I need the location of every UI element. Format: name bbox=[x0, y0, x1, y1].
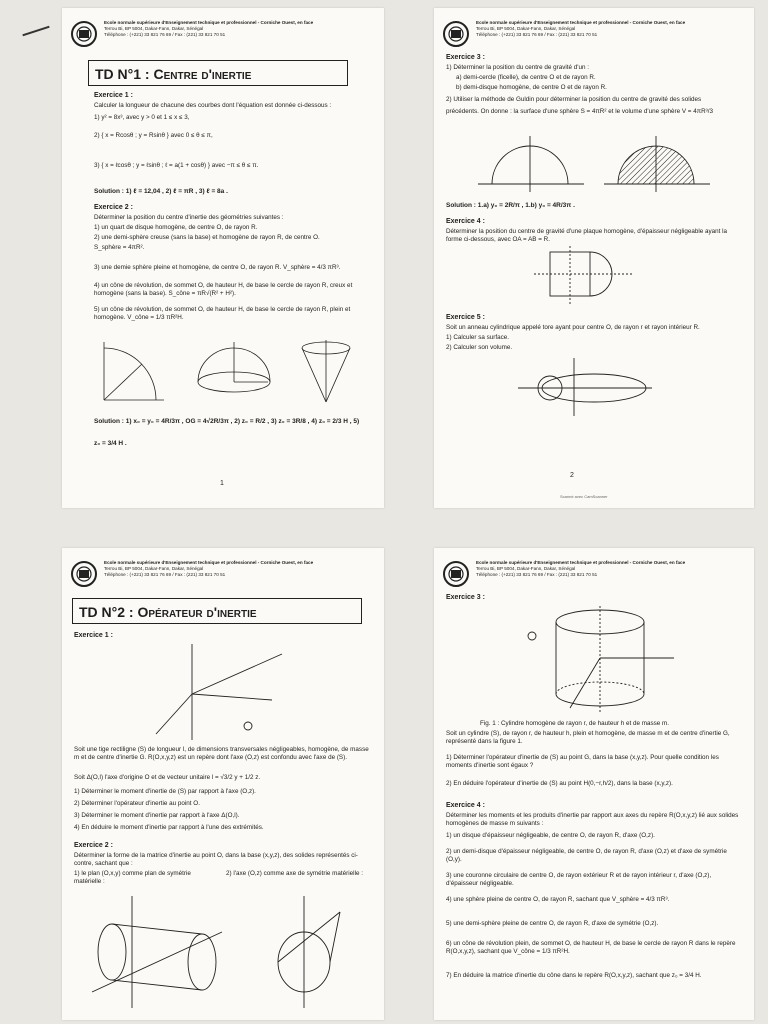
p2-ex4-text: Déterminer la position du centre de gravité d'une plaque homogène, d'épaisseur négligeable ayant la forme ci-dessous, avec OA = AB = R. bbox=[446, 228, 728, 243]
school-phone: Téléphone : (+221) 33 821 76 69 / Fax : (221) 33 821 70 51 bbox=[476, 32, 598, 37]
p3-ex1-q2: 2) Déterminer l'opérateur d'inertie au point O. bbox=[74, 800, 200, 807]
page-td1-part2 bbox=[434, 8, 754, 508]
school-phone: Téléphone : (+221) 33 821 76 69 / Fax : (221) 33 821 70 51 bbox=[104, 32, 226, 37]
school-header-3 bbox=[70, 556, 378, 594]
ex2-solution-2: z₀ = 3/4 H . bbox=[94, 440, 127, 447]
ex2-solution: Solution : 1) x₀ = y₀ = 4R/3π , OG = 4√2R/3π , 2) z₀ = R/2 , 3) z₀ = 3R/8 , 4) z₀ = 2/3 H , 5) bbox=[94, 418, 360, 425]
p4-ex4-item1: 1) un disque d'épaisseur négligeable, de centre O, de rayon R, d'axe (O,z). bbox=[446, 832, 655, 839]
ex2-figures bbox=[94, 338, 364, 408]
school-header-2 bbox=[442, 16, 748, 54]
ex2-heading: Exercice 2 : bbox=[94, 204, 133, 211]
p3-ex1-heading: Exercice 1 : bbox=[74, 632, 113, 639]
p2-ex5-item1: 1) Calculer sa surface. bbox=[446, 334, 509, 341]
p2-ex5-heading: Exercice 5 : bbox=[446, 314, 485, 321]
p4-ex4-item3: 3) une couronne circulaire de centre O, de rayon extérieur R et de rayon intérieur r, d'axe (O,z), d'épaisseur négligeable. bbox=[446, 872, 712, 887]
p4-ex3-q1: 1) Déterminer l'opérateur d'inertie de (S) au point G, dans la base (x,y,z). Pour quelle condition les moments d'inertie sont égaux ? bbox=[446, 754, 719, 769]
p2-ex4-heading: Exercice 4 : bbox=[446, 218, 485, 225]
ex1-intro: Calculer la longueur de chacune des courbes dont l'équation est donnée ci-dessous : bbox=[94, 102, 332, 109]
ex2-item4: 4) un cône de révolution, de sommet O, de hauteur H, de base le cercle de rayon R, creux et homogène (sans la base). S_cône = πR√(R² + H²). bbox=[94, 282, 353, 297]
school-header-4 bbox=[442, 556, 748, 594]
p3-ex1-q3: 3) Déterminer le moment d'inertie par rapport à l'axe Δ(O,l). bbox=[74, 812, 240, 819]
p3-ex1-q1: 1) Déterminer le moment d'inertie de (S) par rapport à l'axe (O,z). bbox=[74, 788, 256, 795]
plate-figure bbox=[530, 246, 640, 306]
school-name: Ecole normale supérieure d'Enseignement technique et professionnel - Corniche Ouest, en face bbox=[476, 560, 686, 565]
school-name: Ecole normale supérieure d'Enseignement technique et professionnel - Corniche Ouest, en face bbox=[476, 20, 686, 25]
school-logo-icon bbox=[70, 560, 98, 588]
td1-title: TD N°1 : Centre d'inertie bbox=[88, 60, 348, 86]
school-phone: Téléphone : (+221) 33 821 76 69 / Fax : (221) 33 821 70 51 bbox=[104, 572, 226, 577]
p4-ex4-heading: Exercice 4 : bbox=[446, 802, 485, 809]
school-address: Terrou Bi, BP 5004, Dakar-Fann, Dakar, Sénégal bbox=[104, 26, 204, 31]
school-name: Ecole normale supérieure d'Enseignement technique et professionnel - Corniche Ouest, en face bbox=[104, 20, 314, 25]
solids-figures bbox=[72, 892, 372, 1012]
ex1-item3: 3) { x = ℓcosθ ; y = ℓsinθ ; ℓ = a(1 + cosθ) } avec −π ≤ θ ≤ π. bbox=[94, 162, 259, 169]
school-logo-icon bbox=[442, 560, 470, 588]
school-logo-icon bbox=[70, 20, 98, 48]
p3-ex1-q4: 4) En déduire le moment d'inertie par rapport à l'une des extrémités. bbox=[74, 824, 264, 831]
ex2-item2b: S_sphère = 4πR². bbox=[94, 244, 145, 251]
page-number-2: 2 bbox=[570, 472, 574, 479]
td2-title: TD N°2 : Opérateur d'inertie bbox=[72, 598, 362, 624]
school-logo-icon bbox=[442, 20, 470, 48]
fig1-caption: Fig. 1 : Cylindre homogène de rayon r, de hauteur h et de masse m. bbox=[480, 720, 670, 727]
p4-ex4-item4: 4) une sphère pleine de centre O, de rayon R, sachant que V_sphère = 4/3 πR³. bbox=[446, 896, 670, 903]
rod-figure bbox=[152, 644, 302, 740]
page-td2-part1 bbox=[62, 548, 384, 1020]
ex2-intro: Déterminer la position du centre d'inertie des géométries suivantes : bbox=[94, 214, 284, 221]
p4-ex3-q2: 2) En déduire l'opérateur d'inertie de (S) au point H(0,−r,h/2), dans la base (x,y,z). bbox=[446, 780, 673, 787]
p4-ex4-item7: 7) En déduire la matrice d'inertie du cône dans le repère R(O,x,y,z), sachant que z₀ = 3/4 H. bbox=[446, 972, 702, 979]
p3-ex2-heading: Exercice 2 : bbox=[74, 842, 113, 849]
school-address: Terrou Bi, BP 5004, Dakar-Fann, Dakar, Sénégal bbox=[104, 566, 204, 571]
page-td1-part1 bbox=[62, 8, 384, 508]
ex1-item1: 1) y² = 8x³, avec y > 0 et 1 ≤ x ≤ 3, bbox=[94, 114, 190, 121]
p2-ex3-heading: Exercice 3 : bbox=[446, 54, 485, 61]
page-td2-part2 bbox=[434, 548, 754, 1020]
ex2-item1: 1) un quart de disque homogène, de centre O, de rayon R. bbox=[94, 224, 258, 231]
semicircle-figures bbox=[474, 132, 714, 194]
ex1-heading: Exercice 1 : bbox=[94, 92, 133, 99]
school-address: Terrou Bi, BP 5004, Dakar-Fann, Dakar, Sénégal bbox=[476, 26, 576, 31]
ex2-item2: 2) une demi-sphère creuse (sans la base) et homogène de rayon R, de centre O. bbox=[94, 234, 320, 241]
p3-ex2-text: Déterminer la forme de la matrice d'inertie au point O, dans la base (x,y,z), des solides représentés ci-contre, sachant que : bbox=[74, 852, 358, 867]
p4-ex3-heading: Exercice 3 : bbox=[446, 594, 485, 601]
torus-figure bbox=[514, 358, 654, 418]
scanner-footer: Scanné avec CamScanner bbox=[560, 494, 608, 499]
p2-ex3-item2: 2) Utiliser la méthode de Guldin pour déterminer la position du centre de gravité des solides bbox=[446, 96, 702, 103]
school-header bbox=[70, 16, 378, 54]
p2-ex5-item2: 2) Calculer son volume. bbox=[446, 344, 513, 351]
p3-ex1-text1: Soit une tige rectiligne (S) de longueur l, de dimensions transversales négligeables, homogène, de masse m et de centre d'inertie G. R(O,x,y,z) est un repère dont l'axe (O,z) est confondu avec l'axe de (S). bbox=[74, 746, 369, 761]
pen-mark bbox=[22, 26, 49, 37]
ex1-solution: Solution : 1) ℓ = 12,04 , 2) ℓ = πR , 3) ℓ = 8a . bbox=[94, 188, 228, 195]
p2-ex3-item2b: précédents. On donne : la surface d'une sphère S = 4πR² et le volume d'une sphère V = 4πR³/3 bbox=[446, 108, 713, 115]
school-phone: Téléphone : (+221) 33 821 76 69 / Fax : (221) 33 821 70 51 bbox=[476, 572, 598, 577]
p2-ex3-item1b: b) demi-disque homogène, de centre O et de rayon R. bbox=[456, 84, 607, 91]
p2-ex3-item1: 1) Déterminer la position du centre de gravité d'un : bbox=[446, 64, 589, 71]
p4-ex4-item5: 5) une demi-sphère pleine de centre O, de rayon R, d'axe de symétrie (O,z). bbox=[446, 920, 659, 927]
p3-ex2-case2: 2) l'axe (O,z) comme axe de symétrie matérielle : bbox=[226, 870, 363, 877]
p2-ex5-text: Soit un anneau cylindrique appelé tore ayant pour centre O, de rayon r et rayon intérieur R. bbox=[446, 324, 700, 331]
p2-ex3-item1a: a) demi-cercle (ficelle), de centre O et de rayon R. bbox=[456, 74, 596, 81]
p3-ex2-case1: 1) le plan (O,x,y) comme plan de symétrie matérielle : bbox=[74, 870, 191, 885]
school-address: Terrou Bi, BP 5004, Dakar-Fann, Dakar, Sénégal bbox=[476, 566, 576, 571]
p2-ex3-solution: Solution : 1.a) y₀ = 2R/π , 1.b) y₀ = 4R/3π . bbox=[446, 202, 575, 209]
p4-ex4-item6: 6) un cône de révolution plein, de sommet O, de hauteur H, de base le cercle de rayon R dans le repère R(O,x,y,z), sachant que V_cône = 1/3 πR²H. bbox=[446, 940, 736, 955]
ex2-item3: 3) une demie sphère pleine et homogène, de centre O, de rayon R. V_sphère = 4/3 πR³. bbox=[94, 264, 341, 271]
cylinder-figure bbox=[520, 606, 680, 714]
p4-ex3-text: Soit un cylindre (S), de rayon r, de hauteur h, plein et homogène, de masse m et de centre d'inertie G, représenté dans la figure 1. bbox=[446, 730, 730, 745]
ex2-item5: 5) un cône de révolution, de sommet O, de hauteur H, de base le cercle de rayon R, plein et homogène. V_cône = 1/3 πR²H. bbox=[94, 306, 351, 321]
p4-ex4-text: Déterminer les moments et les produits d'inertie par rapport aux axes du repère R(O,x,y,z) lié aux solides homogènes de masse m suivants : bbox=[446, 812, 739, 827]
ex1-item2: 2) { x = Rcosθ ; y = Rsinθ } avec 0 ≤ θ ≤ π, bbox=[94, 132, 213, 139]
p3-ex1-text2: Soit Δ(O,l) l'axe d'origine O et de vecteur unitaire l = √3/2 y + 1/2 z. bbox=[74, 774, 261, 781]
page-number-1: 1 bbox=[220, 480, 224, 487]
school-name: Ecole normale supérieure d'Enseignement technique et professionnel - Corniche Ouest, en face bbox=[104, 560, 314, 565]
p4-ex4-item2: 2) un demi-disque d'épaisseur négligeable, de centre O, de rayon R, d'axe (O,z) et d'axe de symétrie (O,y). bbox=[446, 848, 727, 863]
